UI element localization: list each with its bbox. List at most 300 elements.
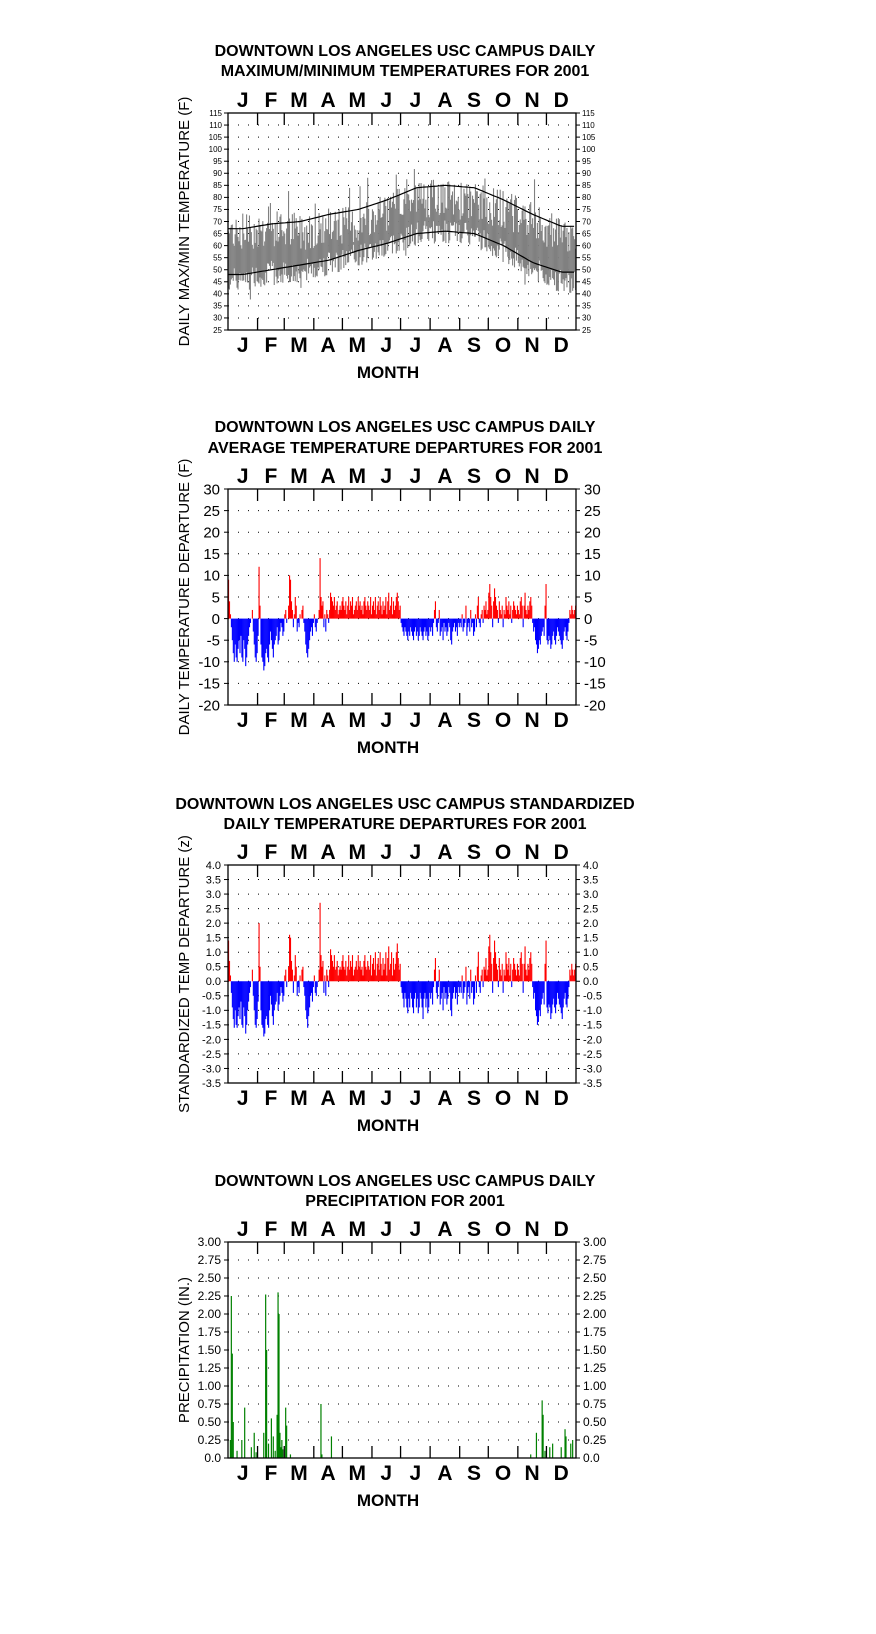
departure-bar [482,610,483,619]
departure-bar [250,619,251,623]
departure-bar [403,619,404,636]
departure-bar [515,610,516,619]
departure-bar [402,619,403,632]
departure-bar [392,975,393,981]
departure-bar [389,970,390,982]
departure-bar [359,606,360,619]
departure-bar [320,597,321,619]
departure-bar [511,619,512,623]
departure-bar [479,981,480,987]
departure-bar [484,967,485,982]
departure-bar [533,619,534,632]
month-label-bottom: O [494,1462,512,1485]
departure-bar [342,597,343,619]
departure-bar [545,606,546,619]
departure-bar [573,614,574,618]
departure-bar [555,981,556,1013]
departure-bar [273,981,274,1025]
y-tick-label-right: 1.0 [583,947,599,960]
departure-bar [263,619,264,671]
departure-bar [568,981,569,987]
departure-bar [279,619,280,641]
departure-bar [565,619,566,628]
departure-bar [435,601,436,618]
departure-bar [522,606,523,619]
departure-bar [354,970,355,982]
departure-bar [572,970,573,982]
departure-bar [573,975,574,981]
departure-bar [295,955,296,981]
departure-bar [519,614,520,618]
departure-bar [510,606,511,619]
departure-bar [525,593,526,619]
departure-bar [273,619,274,658]
departure-bar [346,614,347,618]
departure-bar [258,619,259,636]
month-label-top: M [348,465,366,488]
departure-bar [392,614,393,618]
departure-bar [559,981,560,1004]
departure-bar [280,981,281,987]
departure-bar [425,619,426,636]
departure-bar [528,970,529,982]
departure-bar [453,981,454,993]
departure-bar [443,981,444,1010]
departure-bar [387,601,388,618]
departure-bar [493,958,494,981]
departure-bar [411,619,412,632]
y-tick-label-left: 2.5 [205,903,221,916]
departure-bar [277,619,278,628]
month-label-bottom: S [466,709,481,732]
departure-bar [446,981,447,1004]
departure-bar [313,619,314,623]
departure-bar [538,619,539,649]
departure-bar [395,606,396,619]
departure-bar [270,981,271,996]
month-label-bottom: A [320,334,336,357]
y-tick-label-left: 90 [213,169,222,179]
departure-bar [297,619,298,632]
departure-bar [443,619,444,641]
departure-bar [536,981,537,1016]
y-tick-label-right: 3.00 [583,1235,607,1250]
departure-bar [351,967,352,982]
y-tick-label-right: 2.75 [583,1253,607,1268]
departure-bar [374,970,375,982]
departure-bar [484,970,485,982]
departure-bar [562,619,563,649]
departure-bar [387,958,388,981]
departure-bar [486,975,487,981]
departure-bar [304,619,305,632]
departure-bar [415,619,416,628]
y-tick-label-right: 1.25 [583,1361,607,1376]
departure-bar [405,981,406,998]
y-tick-label-left: 95 [213,157,222,167]
y-tick-label-left: 1.5 [205,932,221,945]
departure-bar [431,981,432,993]
departure-bar [382,601,383,618]
departure-bar [371,975,372,981]
departure-bar [288,967,289,982]
month-label-top: J [380,465,393,488]
departure-bar [413,619,414,641]
departure-bar [304,981,305,996]
departure-bar [314,975,315,981]
departure-bar [349,970,350,982]
departure-bar [330,949,331,981]
departure-bar [322,961,323,981]
departure-bar [255,619,256,658]
departure-bar [463,619,464,632]
standardized-departure-chart [0,833,876,1153]
departure-bar [361,967,362,982]
departure-bar [466,619,467,636]
departure-bar [445,619,446,628]
departure-bar [331,597,332,619]
departure-bar [252,970,253,982]
departure-bar [401,981,402,987]
departure-bar [541,981,542,1004]
departure-bar [382,975,383,981]
departure-bar [350,601,351,618]
departure-bar [570,975,571,981]
month-label-top: J [409,465,422,488]
departure-bar [429,619,430,628]
y-tick-label-left: 55 [213,253,222,263]
departure-bar [333,606,334,619]
departure-bar [253,619,254,632]
departure-bar [239,981,240,1019]
departure-bar [493,601,494,618]
departure-bar [381,606,382,619]
y-tick-label-right: 50 [582,265,591,275]
y-tick-label-right: -3.5 [583,1077,602,1090]
departure-bar [262,619,263,662]
y-tick-label-right: 55 [582,253,591,263]
departure-bar [468,619,469,623]
departure-bar [437,619,438,632]
month-label-top: M [290,1218,308,1241]
y-tick-label-right: 25 [582,325,591,335]
departure-bar [525,946,526,981]
departure-bar [483,619,484,623]
departure-bar [326,970,327,982]
departure-bar [265,981,266,1019]
departure-bar [310,981,311,996]
departure-bar [241,619,242,658]
departure-bar [464,619,465,623]
departure-bar [294,975,295,981]
departure-bar [569,970,570,982]
y-tick-label-right: -3.0 [583,1063,602,1076]
departure-bar [554,981,555,1007]
departure-bar [243,981,244,1007]
departure-bar [286,619,287,623]
y-tick-label-right: 4.0 [583,859,599,872]
departure-bar [299,981,300,993]
departure-bar [332,601,333,618]
y-tick-label-left: 1.75 [197,1325,221,1340]
departure-bar [393,601,394,618]
month-label-top: O [494,465,512,488]
departure-bar [486,614,487,618]
departure-bar [460,981,461,987]
departure-bar [370,955,371,981]
y-tick-label-right: 85 [582,181,591,191]
departure-bar [497,610,498,619]
departure-bar [290,938,291,982]
departure-bar [379,610,380,619]
departure-bar [514,606,515,619]
departure-bar [239,619,240,654]
departure-bar [539,619,540,641]
departure-bar [519,975,520,981]
y-tick-label-left: -1.0 [202,1005,221,1018]
month-label-top: D [553,1218,569,1241]
departure-bar [506,606,507,619]
departure-bar [566,981,567,1004]
departure-bar [513,958,514,981]
y-tick-label-left: 3.0 [205,888,221,901]
departure-bar [550,619,551,649]
departure-bar [497,970,498,982]
month-label-bottom: F [264,1087,278,1110]
departure-bar [311,981,312,993]
departure-bar [501,975,502,981]
y-tick-label-left: 0.0 [205,976,221,989]
departure-bar [369,970,370,982]
y-tick-label-right: 105 [582,132,596,142]
month-label-bottom: F [264,334,278,357]
departure-bar [234,981,235,1028]
y-tick-label-left: 0.25 [197,1433,221,1448]
departure-bar [484,610,485,619]
y-tick-label-right: 5 [584,589,593,607]
departure-bar [475,614,476,618]
departure-bar [548,981,549,1004]
departure-bar [295,597,296,619]
departure-bar [279,981,280,996]
departure-bar [450,619,451,641]
departure-bar [513,601,514,618]
departure-bar [419,981,420,1007]
departure-bar [522,964,523,981]
departure-bar [391,597,392,619]
departure-bar [293,981,294,993]
y-tick-label-right: 0.75 [583,1397,607,1412]
departure-bar [384,964,385,981]
y-tick-label-left: 2.0 [205,917,221,930]
month-label-top: D [553,841,569,864]
departure-bar [463,981,464,993]
departure-bar [312,619,313,636]
departure-bar [539,981,540,1010]
departure-bar [423,981,424,998]
departure-bar [471,981,472,993]
y-tick-label-right: 80 [582,193,591,203]
departure-bar [301,610,302,619]
departure-bar [314,614,315,618]
departure-bar [436,619,437,628]
departure-bar [495,952,496,981]
departure-bar [328,981,329,987]
departure-bar [420,981,421,993]
chart-title-line1: DOWNTOWN LOS ANGELES USC CAMPUS DAILY [214,1173,596,1190]
y-tick-label-left: 35 [213,301,222,311]
departure-bar [459,619,460,628]
departure-bar [504,975,505,981]
departure-bar [424,981,425,993]
departure-bar [479,619,480,623]
departure-bar [353,975,354,981]
departure-bar [344,610,345,619]
departure-bar [238,981,239,1007]
departure-bar [421,981,422,998]
departure-bar [405,619,406,632]
month-label-bottom: J [409,1087,422,1110]
departure-bar [362,614,363,618]
departure-bar [327,975,328,981]
departure-bar [549,619,550,641]
departure-bar [542,981,543,998]
departure-bar [561,619,562,645]
y-tick-label-right: 1.00 [583,1379,607,1394]
y-tick-label-left: 110 [209,120,222,130]
departure-bar [455,619,456,632]
departure-bar [485,601,486,618]
month-label-top: N [524,89,540,112]
month-label-bottom: S [466,1087,481,1110]
month-label-top: D [553,465,569,488]
y-tick-label-left: 1.25 [197,1361,221,1376]
month-label-bottom: J [236,1087,249,1110]
departure-bar [492,981,493,993]
month-label-bottom: O [494,709,512,732]
departure-bar [299,619,300,628]
departure-bar [246,619,247,658]
departure-bar [257,619,258,654]
month-label-bottom: J [380,334,393,357]
departure-bar [309,981,310,1007]
y-tick-label-left: -20 [198,697,220,715]
departure-bar [474,619,475,632]
departure-bar [397,593,398,619]
month-label-top: A [320,1218,336,1241]
departure-bar [451,981,452,1016]
departure-bar [431,619,432,628]
departure-bar [379,970,380,982]
departure-bar [366,610,367,619]
departure-bar [498,619,499,623]
month-label-top: A [437,1218,453,1241]
y-tick-label-right: -0.5 [583,990,602,1003]
departure-bar [402,619,403,628]
departure-bar [316,619,317,632]
departure-bar [233,619,234,654]
departure-bar [262,981,263,1028]
month-label-bottom: M [290,334,308,357]
departure-bar [393,958,394,981]
departure-bar [444,619,445,632]
departure-bar [345,601,346,618]
departure-bar [279,981,280,1004]
month-label-top: F [264,89,278,112]
y-tick-label-right: 10 [584,567,601,585]
month-label-top: J [380,841,393,864]
y-tick-label-right: -2.0 [583,1034,602,1047]
y-tick-label-right: -5 [584,632,598,650]
departure-bar [467,619,468,628]
departure-bar [505,597,506,619]
departure-bar [502,606,503,619]
y-tick-label-left: 2.25 [197,1289,221,1304]
departure-bar [361,606,362,619]
departure-bar [547,981,548,1013]
departure-bar [384,606,385,619]
departure-bar [259,967,260,982]
departure-bar [373,958,374,981]
departure-bar [338,975,339,981]
departure-bar [271,981,272,1004]
y-tick-label-right: 95 [582,157,591,167]
departure-bar [297,981,298,996]
departure-bar [511,981,512,987]
departure-bar [525,970,526,982]
departure-bar [268,619,269,662]
y-tick-label-left: 25 [203,502,220,520]
departure-bar [460,619,461,623]
departure-bar [230,614,231,618]
departure-bar [372,964,373,981]
departure-bar [230,975,231,981]
departure-bar [355,606,356,619]
x-axis-label: MONTH [356,1491,420,1510]
month-label-top: S [466,465,481,488]
departure-bar [408,981,409,998]
departure-bar [348,597,349,619]
departure-bar [535,619,536,641]
departure-bar [241,981,242,1025]
y-tick-label-left: 80 [213,193,222,203]
y-tick-label-left: 40 [213,289,222,299]
x-axis-label: MONTH [356,363,420,382]
departure-bar [350,961,351,981]
departure-bar [408,619,409,632]
departure-bar [404,981,405,993]
departure-bar [406,981,407,1007]
month-label-bottom: M [348,334,366,357]
departure-bar [301,970,302,982]
departure-bar [260,981,261,1010]
departure-bar [420,619,421,628]
departure-bar [543,619,544,628]
departure-bar [427,981,428,1013]
departure-bar [574,970,575,982]
y-tick-label-right: 2.25 [583,1289,607,1304]
departure-bar [341,970,342,982]
departure-bar [537,619,538,654]
departure-bar [558,981,559,998]
departure-bar [389,610,390,619]
departure-bar [516,975,517,981]
month-label-bottom: A [437,1462,453,1485]
departure-bar [244,619,245,649]
departure-bar [480,619,481,628]
departure-bar [559,619,560,636]
departure-bar [292,610,293,619]
